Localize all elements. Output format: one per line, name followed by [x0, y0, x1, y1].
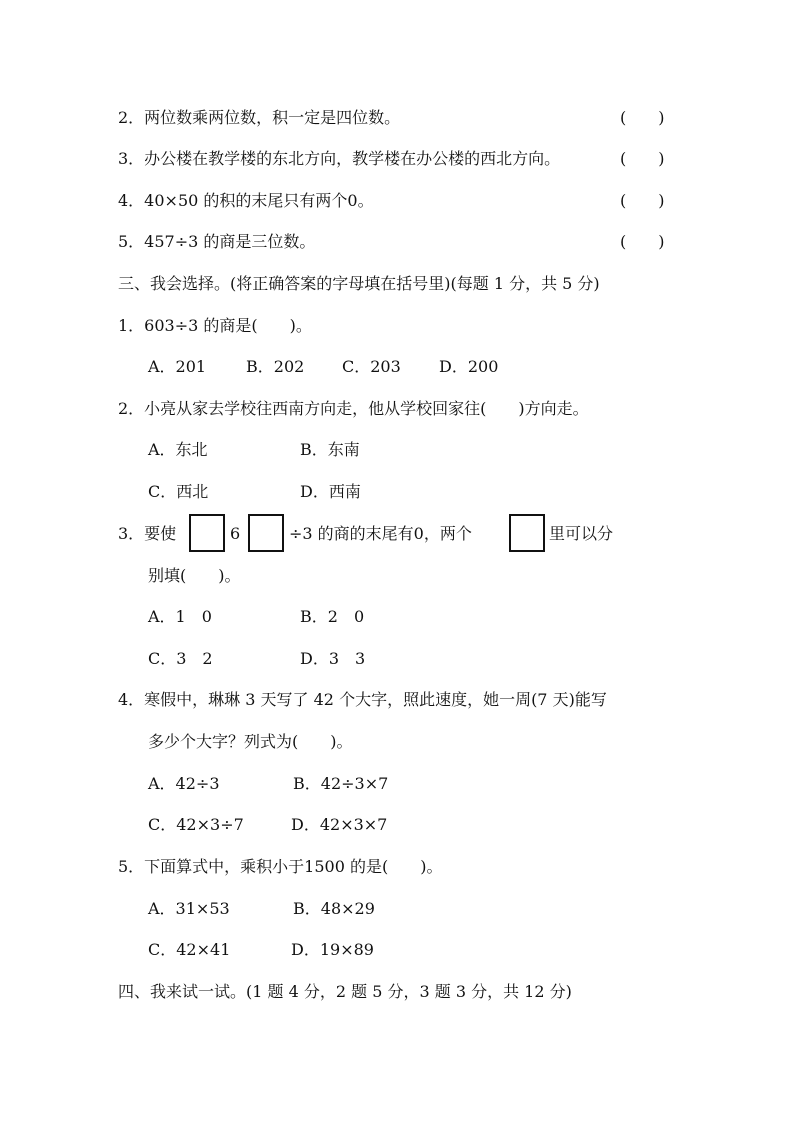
q4-option-c[interactable]: C．42×3÷7 — [148, 815, 244, 834]
answer-paren-5[interactable]: ( ) — [620, 232, 665, 251]
q3-option-d[interactable]: D．3 3 — [300, 649, 366, 668]
question-3-part2: 6 — [230, 524, 241, 543]
q3-option-c[interactable]: C．3 2 — [148, 649, 213, 668]
judge-item-3: 3．办公楼在教学楼的东北方向，教学楼在办公楼的西北方向。 — [118, 149, 561, 168]
question-5: 5．下面算式中，乘积小于1500 的是( )。 — [118, 857, 443, 876]
answer-paren-3[interactable]: ( ) — [620, 149, 665, 168]
q5-option-a[interactable]: A．31×53 — [148, 899, 230, 918]
question-3-part3: ÷3 的商的末尾有0，两个 — [289, 524, 472, 543]
question-1: 1．603÷3 的商是( )。 — [118, 316, 312, 335]
q2-option-c[interactable]: C．西北 — [148, 482, 209, 501]
question-2: 2．小亮从家去学校往西南方向走，他从学校回家往( )方向走。 — [118, 399, 589, 418]
answer-paren-2[interactable]: ( ) — [620, 108, 665, 127]
judge-item-4: 4．40×50 的积的末尾只有两个0。 — [118, 191, 374, 210]
blank-box-3[interactable] — [509, 514, 545, 552]
q1-option-a[interactable]: A．201 — [148, 357, 207, 376]
judge-item-2: 2．两位数乘两位数，积一定是四位数。 — [118, 108, 401, 127]
question-4-line2: 多少个大字？列式为( )。 — [148, 732, 353, 751]
q5-option-c[interactable]: C．42×41 — [148, 940, 231, 959]
q5-option-b[interactable]: B．48×29 — [293, 899, 375, 918]
q3-option-b[interactable]: B．2 0 — [300, 607, 365, 626]
section-4-heading: 四、我来试一试。(1 题 4 分，2 题 5 分，3 题 3 分，共 12 分) — [118, 982, 572, 1001]
judge-item-5: 5．457÷3 的商是三位数。 — [118, 232, 316, 251]
q1-option-d[interactable]: D．200 — [439, 357, 499, 376]
q2-option-b[interactable]: B．东南 — [300, 440, 360, 459]
q1-option-b[interactable]: B．202 — [246, 357, 305, 376]
q5-option-d[interactable]: D．19×89 — [291, 940, 374, 959]
blank-box-1[interactable] — [189, 514, 225, 552]
question-4-line1: 4．寒假中，琳琳 3 天写了 42 个大字，照此速度，她一周(7 天)能写 — [118, 690, 607, 709]
q2-option-a[interactable]: A．东北 — [148, 440, 208, 459]
question-3-line2: 别填( )。 — [148, 566, 241, 585]
question-3-part1: 3．要使 — [118, 524, 177, 543]
section-3-heading: 三、我会选择。(将正确答案的字母填在括号里)(每题 1 分，共 5 分) — [118, 274, 600, 293]
q4-option-a[interactable]: A．42÷3 — [148, 774, 220, 793]
question-3-part4: 里可以分 — [549, 524, 614, 543]
q3-option-a[interactable]: A．1 0 — [148, 607, 212, 626]
answer-paren-4[interactable]: ( ) — [620, 191, 665, 210]
blank-box-2[interactable] — [248, 514, 284, 552]
q1-option-c[interactable]: C．203 — [342, 357, 401, 376]
q4-option-d[interactable]: D．42×3×7 — [291, 815, 388, 834]
q2-option-d[interactable]: D．西南 — [300, 482, 361, 501]
q4-option-b[interactable]: B．42÷3×7 — [293, 774, 389, 793]
